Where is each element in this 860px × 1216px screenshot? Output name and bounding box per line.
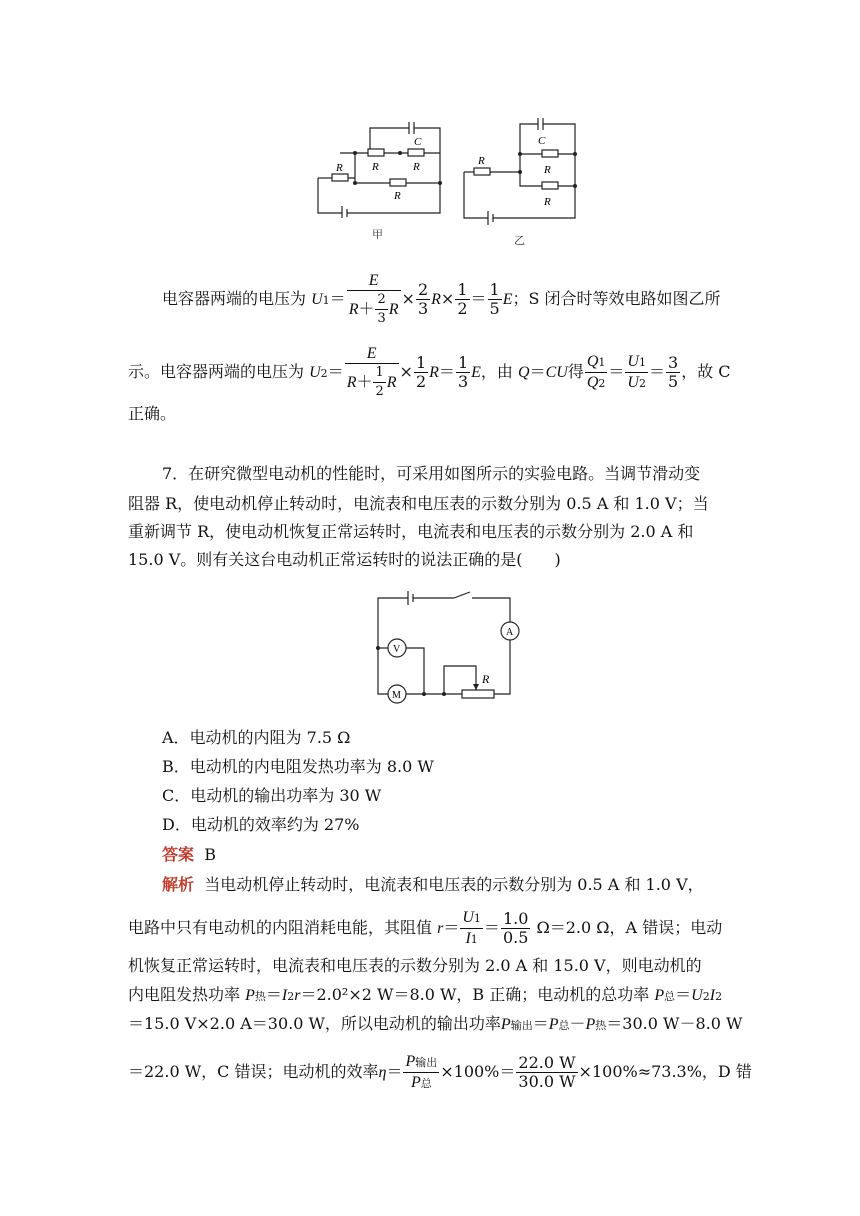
question7-line1: 7．在研究微型电动机的性能时，可采用如图所示的实验电路。当调节滑动变	[162, 464, 701, 483]
option-a: A．电动机的内阻为 7.5 Ω	[162, 728, 351, 747]
question7-line2: 阻器 R，使电动机停止转动时，电流表和电压表的示数分别为 0.5 A 和 1.0 V；当	[128, 494, 709, 513]
answer-value: B	[204, 845, 216, 864]
analysis-line2: 电路中只有电动机的内阻消耗电能，其阻值 r＝ $\frac{U1}{I1}$ ＝ $\frac{1.0}{0.5}$ Ω＝2.0 Ω，A 错误；电动	[128, 909, 723, 947]
label-r: R	[544, 164, 551, 176]
circuit-jia	[310, 118, 450, 218]
analysis-line6: ＝22.0 W，C 错误；电动机的效率η＝ $\frac{\text{P输出}}{\text{P总}}$ ×100%＝ $\frac{22.0 W}{30.0 W}$ ×100%≈73.3%，D 错	[128, 1053, 752, 1091]
label-r: R	[372, 161, 379, 173]
label-r: R	[413, 161, 420, 173]
analysis-line5: ＝15.0 V×2.0 A＝30.0 W，所以电动机的输出功率P输出＝P总－P热＝30.0 W－8.0 W	[128, 1014, 743, 1033]
label-r: R	[394, 190, 401, 202]
solution6-line3: 正确。	[128, 404, 177, 423]
answer-label: 答案	[162, 845, 195, 864]
voltmeter-label: V	[393, 644, 401, 655]
analysis-line4: 内电阻发热功率 P热＝I2r＝2.0²×2 W＝8.0 W，B 正确；电动机的总功率 P总＝U2I2	[128, 985, 723, 1004]
solution6-line1: 电容器两端的电压为 U1＝ E R＋ $\frac{2}{3}$ R × $\frac{2}{3}$ R× $\frac{1}{2}$ ＝ $\frac{1}{5}$ E；S 闭合时等效电路如图乙所	[162, 272, 721, 326]
analysis-label: 解析	[162, 875, 195, 894]
label-r: R	[478, 155, 485, 167]
label-r: R	[336, 162, 343, 174]
solution6-line2: 示。电容器两端的电压为 U2＝ E R＋ $\frac{1}{2}$ R × $\frac{1}{2}$ R＝ $\frac{1}{3}$ E，由 Q＝CU得 $\frac{Q1}{Q2}$ ＝ $\frac{U1}{U2}$ ＝ $\frac{3}{5}$ ，故 C	[128, 345, 731, 399]
option-c: C．电动机的输出功率为 30 W	[162, 786, 382, 805]
rheostat-label: R	[482, 672, 490, 686]
question7-line3: 重新调节 R，使电动机恢复正常运转时，电流表和电压表的示数分别为 2.0 A 和	[128, 522, 694, 541]
label-c: C	[414, 136, 422, 148]
analysis-line3: 机恢复正常运转时，电流表和电压表的示数分别为 2.0 A 和 15.0 V，则电动机的	[128, 956, 702, 975]
motor-label: M	[392, 690, 401, 701]
analysis-line1: 解析 当电动机停止转动时，电流表和电压表的示数分别为 0.5 A 和 1.0 V，	[162, 875, 704, 894]
option-d: D．电动机的效率约为 27%	[162, 815, 360, 834]
motor-circuit-diagram	[372, 588, 522, 704]
ammeter-label: A	[506, 627, 514, 638]
label-c: C	[538, 135, 546, 147]
label-r: R	[544, 196, 551, 208]
caption-yi: 乙	[514, 234, 525, 247]
question7-line4: 15.0 V。则有关这台电动机正常运转时的说法正确的是( )	[128, 550, 561, 569]
answer-line	[162, 843, 216, 867]
caption-jia: 甲	[372, 228, 383, 241]
option-b: B．电动机的内电阻发热功率为 8.0 W	[162, 757, 434, 776]
circuit-yi	[460, 116, 580, 226]
